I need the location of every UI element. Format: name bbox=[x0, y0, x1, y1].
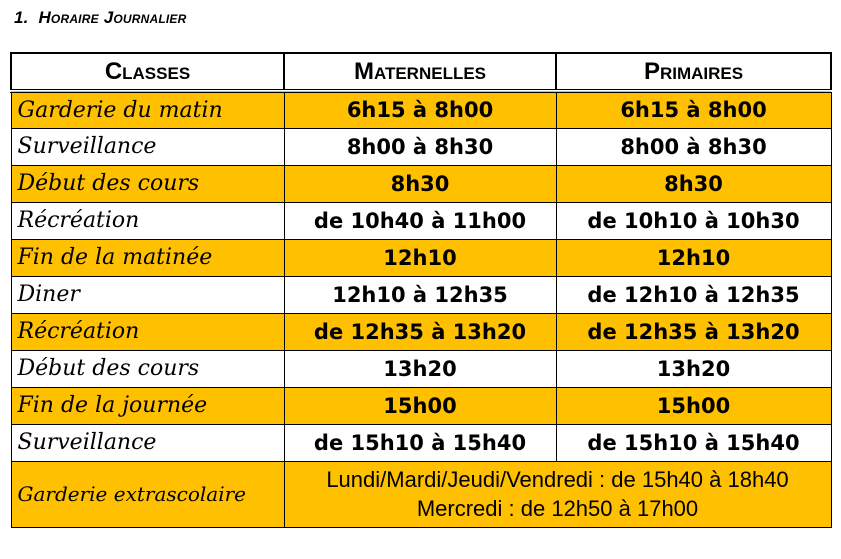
section-heading bbox=[14, 8, 187, 28]
row-label: Récréation bbox=[11, 313, 284, 350]
primaires-cell: 12h10 bbox=[556, 239, 831, 276]
maternelles-cell: 12h10 à 12h35 bbox=[284, 276, 556, 313]
header-primaires: Primaires bbox=[556, 53, 831, 91]
row-label: Fin de la journée bbox=[11, 387, 284, 424]
primaires-cell: de 15h10 à 15h40 bbox=[556, 424, 831, 461]
row-label: Récréation bbox=[11, 202, 284, 239]
primaires-cell: de 10h10 à 10h30 bbox=[556, 202, 831, 239]
table-row bbox=[11, 202, 831, 239]
primaires-cell: 8h00 à 8h30 bbox=[556, 128, 831, 165]
header-row bbox=[11, 53, 831, 91]
maternelles-cell: 12h10 bbox=[284, 239, 556, 276]
maternelles-cell: de 10h40 à 11h00 bbox=[284, 202, 556, 239]
table-row bbox=[11, 128, 831, 165]
row-label: Garderie du matin bbox=[11, 91, 284, 128]
primaires-cell: 15h00 bbox=[556, 387, 831, 424]
maternelles-cell: de 12h35 à 13h20 bbox=[284, 313, 556, 350]
maternelles-cell: de 15h10 à 15h40 bbox=[284, 424, 556, 461]
header-maternelles: Maternelles bbox=[284, 53, 556, 91]
hours-line-wednesday: Mercredi : de 12h50 à 17h00 bbox=[416, 496, 699, 521]
maternelles-cell: 8h00 à 8h30 bbox=[284, 128, 556, 165]
header-classes: Classes bbox=[11, 53, 284, 91]
section-title: Horaire Journalier bbox=[38, 8, 187, 27]
table-row bbox=[11, 424, 831, 461]
row-label: Fin de la matinée bbox=[11, 239, 284, 276]
row-label: Diner bbox=[11, 276, 284, 313]
hours-line-weekdays: Lundi/Mardi/Jeudi/Vendredi : de 15h40 à 18h40 bbox=[326, 467, 789, 492]
table-row bbox=[11, 313, 831, 350]
table-row bbox=[11, 239, 831, 276]
maternelles-cell: 15h00 bbox=[284, 387, 556, 424]
table-row-garderie-extrascolaire bbox=[11, 461, 831, 527]
table-row bbox=[11, 276, 831, 313]
row-label: Surveillance bbox=[11, 128, 284, 165]
primaires-cell: 13h20 bbox=[556, 350, 831, 387]
row-label: Surveillance bbox=[11, 424, 284, 461]
primaires-cell: de 12h35 à 13h20 bbox=[556, 313, 831, 350]
row-label: Début des cours bbox=[11, 165, 284, 202]
table-row bbox=[11, 350, 831, 387]
primaires-cell: de 12h10 à 12h35 bbox=[556, 276, 831, 313]
section-number: 1. bbox=[14, 8, 29, 27]
garderie-extrascolaire-hours bbox=[284, 461, 831, 527]
table-row bbox=[11, 387, 831, 424]
maternelles-cell: 13h20 bbox=[284, 350, 556, 387]
maternelles-cell: 8h30 bbox=[284, 165, 556, 202]
daily-schedule-table bbox=[10, 52, 832, 528]
table-row bbox=[11, 91, 831, 128]
row-label: Début des cours bbox=[11, 350, 284, 387]
maternelles-cell: 6h15 à 8h00 bbox=[284, 91, 556, 128]
primaires-cell: 8h30 bbox=[556, 165, 831, 202]
row-label: Garderie extrascolaire bbox=[11, 461, 284, 527]
primaires-cell: 6h15 à 8h00 bbox=[556, 91, 831, 128]
table-row bbox=[11, 165, 831, 202]
